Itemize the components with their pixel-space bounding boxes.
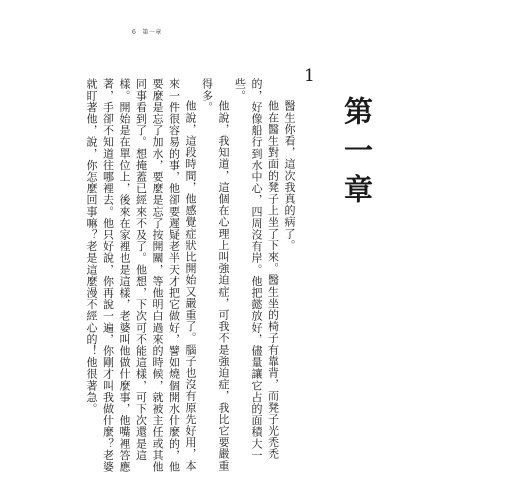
body-text bbox=[85, 78, 297, 478]
paragraph: 他說，這段時間，他感覺症狀比開始又嚴重了。腦子也沒有原先好用，本來一件很容易的事，他卻要遲疑老半天才把它做好，譬如燒個開水什麼的，他要麼是忘了加水，要麼是忘了按開關，等他明白過來的時候，就被主任或其他同事看到了。想掩蓋已經來不及了。他想，下次可不能這樣，可下次還是這樣。開始是在單位上，後來在家裡也是這樣，老婆叫他做什麼事，他嘴裡答應著，手卻不知道往哪裡去。他只好說，你再說一遍，你剛才叫我做什麼？老婆就盯著他，說，你怎麼回事嘛？老是這麼漫不經心的！他很著急。 bbox=[85, 78, 197, 473]
chapter-number: 1 bbox=[304, 66, 315, 86]
running-header-title: 第一章 bbox=[142, 29, 162, 36]
paragraph: 醫生你看，這次我真的病了。 bbox=[283, 100, 296, 251]
chapter-title: 第一章 bbox=[340, 96, 374, 213]
page-number: 6 bbox=[132, 29, 137, 36]
paragraph: 他在醫生對面的凳子上坐了下來。醫生坐的椅子有靠背，而凳子光禿禿的，好像船行到水中心，四周沒有岸。他把懿放好，儘量讓它占的面積大一些。 bbox=[233, 78, 280, 461]
running-header bbox=[132, 27, 162, 36]
paragraph: 他說，我知道，這個在心理上叫強迫症，可我不是強迫症，我比它要嚴重得多。 bbox=[200, 78, 230, 472]
